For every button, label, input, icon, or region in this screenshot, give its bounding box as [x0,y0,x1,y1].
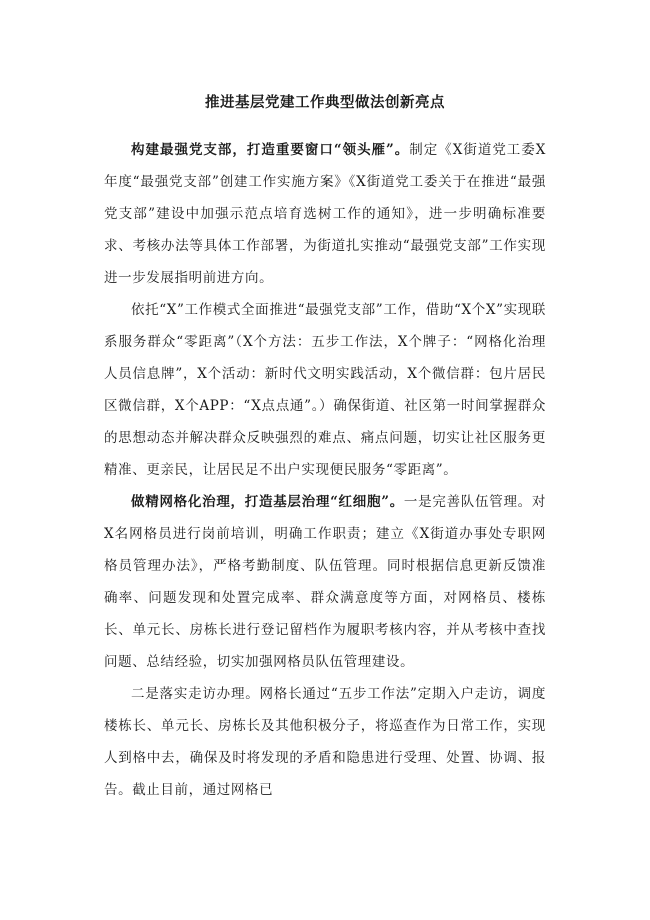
paragraph-x-work-model [104,294,546,486]
document-title: 推进基层党建工作典型做法创新亮点 [205,94,445,111]
paragraph-body: 二是落实走访办理。网格长通过“五步工作法”定期入户走访，调度楼栋长、单元长、房栋长及其他积极分子，将巡查作为日常工作，实现人到格中去，确保及时将发现的矛盾和隐患进行受理、处置、协调、报告。截止目前，通过网格已 [104,686,546,798]
paragraph-body: 一是完善队伍管理。对X名网格员进行岗前培训，明确工作职责；建立《X街道办事处专职网格员管理办法》，严格考勤制度、队伍管理。同时根据信息更新反馈准确率、问题发现和处置完成率、群众满意度等方面，对网格员、楼栋长、单元长、房栋长进行登记留档作为履职考核内容，并从考核中查找问题、总结经验，切实加强网格员队伍管理建设。 [104,494,546,670]
paragraph-body: 依托“X”工作模式全面推进“最强党支部”工作，借助“X个X”实现联系服务群众“零距离”（X个方法：五步工作法，X个牌子：“网格化治理人员信息牌”，X个活动：新时代文明实践活动，X个微信群：包片居民区微信群，X个APP：“X点点通”。）确保街道、社区第一时间掌握群众的思想动态并解决群众反映强烈的难点、痛点问题，切实让社区服务更精准、更亲民，让居民足不出户实现便民服务“零距离”。 [104,302,546,478]
paragraph-grid-governance [104,486,546,678]
paragraph-body: 制定《X街道党工委X年度“最强党支部”创建工作实施方案》《X街道党工委关于在推进“最强党支部”建设中加强示范点培育选树工作的通知》，进一步明确标准要求、考核办法等具体工作部署，为街道扎实推动“最强党支部”工作实现进一步发展指明前进方向。 [104,142,546,286]
paragraph-lead-heading: 做精网格化治理，打造基层治理“红细胞”。 [131,494,404,510]
paragraph-lead-heading: 构建最强党支部，打造重要窗口“领头雁”。 [131,142,410,158]
paragraph-strongest-party-branch [104,134,546,294]
paragraph-visits-handling [104,678,546,806]
